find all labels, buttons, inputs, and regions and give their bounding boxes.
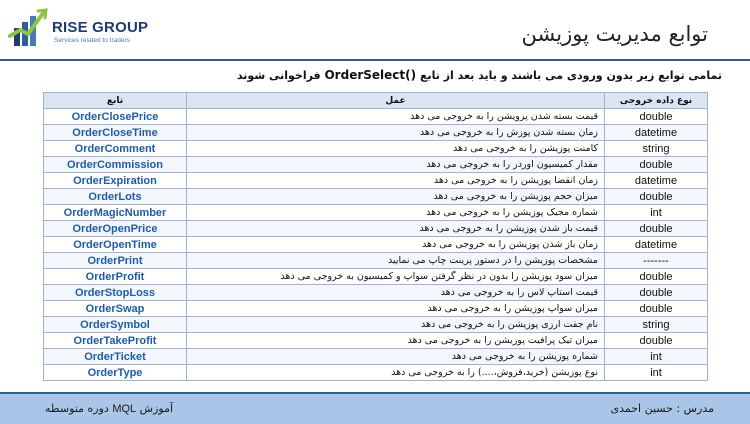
action-cell: شماره پوزیشن را به خروجی می دهد [187, 349, 605, 365]
table-row [44, 173, 708, 189]
instructor-name: مدرس : حسین احمدی [610, 402, 714, 415]
action-cell: زمان باز شدن پوزیشن را به خروجی می دهد [187, 237, 605, 253]
subtitle-function: OrderSelect() [324, 68, 417, 82]
course-name [45, 402, 173, 415]
table-row [44, 221, 708, 237]
table-row [44, 333, 708, 349]
action-cell: مشخصات پوزیشن را در دستور پرینت چاپ می نمایید [187, 253, 605, 269]
return-type-cell: int [605, 205, 708, 221]
function-cell: OrderCommission [44, 157, 187, 173]
return-type-cell: double [605, 157, 708, 173]
return-type-cell: double [605, 109, 708, 125]
function-cell: OrderSwap [44, 301, 187, 317]
return-type-cell: double [605, 269, 708, 285]
function-cell: OrderStopLoss [44, 285, 187, 301]
action-cell: شماره مجیک پوزیشن را به خروجی می دهد [187, 205, 605, 221]
table-row [44, 253, 708, 269]
function-cell: OrderClosePrice [44, 109, 187, 125]
table-row [44, 157, 708, 173]
footer-bar [0, 392, 750, 424]
return-type-cell: double [605, 301, 708, 317]
function-cell: OrderCloseTime [44, 125, 187, 141]
table-row [44, 301, 708, 317]
subtitle-before: تمامی توابع زیر بدون ورودی می باشند و باید بعد از تابع [419, 69, 722, 82]
return-type-cell: double [605, 189, 708, 205]
table-header-row [44, 93, 708, 109]
function-cell: OrderOpenPrice [44, 221, 187, 237]
header-action: عمل [187, 93, 605, 109]
action-cell: قیمت باز شدن پوزیشن را به خروجی می دهد [187, 221, 605, 237]
course-before: آموزش [139, 402, 174, 415]
table-row [44, 365, 708, 381]
action-cell: میزان سود پوزیشن را بدون در نظر گرفتن سواپ و کمیسیون به خروجی می دهد [187, 269, 605, 285]
action-cell: قیمت بسته شدن پزویشن را به خروجی می دهد [187, 109, 605, 125]
function-cell: OrderProfit [44, 269, 187, 285]
return-type-cell: int [605, 349, 708, 365]
function-cell: OrderTicket [44, 349, 187, 365]
return-type-cell: double [605, 221, 708, 237]
return-type-cell: string [605, 317, 708, 333]
action-cell: زمان انقضا پوزیشن را به خروجی می دهد [187, 173, 605, 189]
function-cell: OrderComment [44, 141, 187, 157]
return-type-cell: ------- [605, 253, 708, 269]
action-cell: قیمت استاپ لاس را به خروجی می دهد [187, 285, 605, 301]
table-row [44, 205, 708, 221]
rise-group-logo [8, 6, 168, 56]
action-cell: نام جفت ارزی پوزیشن را به خروجی می دهد [187, 317, 605, 333]
functions-table [43, 92, 708, 381]
function-cell: OrderTakeProfit [44, 333, 187, 349]
return-type-cell: datetime [605, 237, 708, 253]
slide-title: توابع مدیریت پوزیشن [521, 22, 708, 46]
function-cell: OrderPrint [44, 253, 187, 269]
logo-tagline: Services related to traders [54, 37, 130, 44]
action-cell: میزان سواپ پوزیشن را به خروجی می دهد [187, 301, 605, 317]
function-cell: OrderType [44, 365, 187, 381]
header-return-type: نوع داده خروجی [605, 93, 708, 109]
table-row [44, 237, 708, 253]
table-row [44, 349, 708, 365]
table-row [44, 317, 708, 333]
table-row [44, 285, 708, 301]
subtitle-after: فراخوانی شوند [236, 69, 321, 82]
action-cell: میزان حجم پوزیشن را به خروجی می دهد [187, 189, 605, 205]
action-cell: کامنت پوزیشن را به خروجی می دهد [187, 141, 605, 157]
action-cell: نوع پوزیشن (خرید،فروش،....) را به خروجی می دهد [187, 365, 605, 381]
table-row [44, 269, 708, 285]
table-row [44, 109, 708, 125]
function-cell: OrderSymbol [44, 317, 187, 333]
course-mql: MQL [112, 403, 137, 415]
table-row [44, 125, 708, 141]
action-cell: زمان بسته شدن پوزش را به خروجی می دهد [187, 125, 605, 141]
return-type-cell: string [605, 141, 708, 157]
growth-bars-logo-icon [8, 6, 52, 52]
table-row [44, 189, 708, 205]
function-cell: OrderOpenTime [44, 237, 187, 253]
table-row [44, 141, 708, 157]
function-cell: OrderExpiration [44, 173, 187, 189]
return-type-cell: datetime [605, 173, 708, 189]
title-divider [0, 59, 750, 61]
action-cell: مقدار کمیسیون اوردر را به خروجی می دهد [187, 157, 605, 173]
function-cell: OrderLots [44, 189, 187, 205]
course-after: دوره متوسطه [45, 402, 109, 415]
return-type-cell: int [605, 365, 708, 381]
function-cell: OrderMagicNumber [44, 205, 187, 221]
return-type-cell: double [605, 333, 708, 349]
return-type-cell: double [605, 285, 708, 301]
return-type-cell: datetime [605, 125, 708, 141]
header-function: تابع [44, 93, 187, 109]
logo-brand-name: RISE GROUP [52, 19, 149, 36]
action-cell: میزان تیک پرافیت پوزیشن را به خروجی می دهد [187, 333, 605, 349]
slide-subtitle [237, 68, 722, 82]
